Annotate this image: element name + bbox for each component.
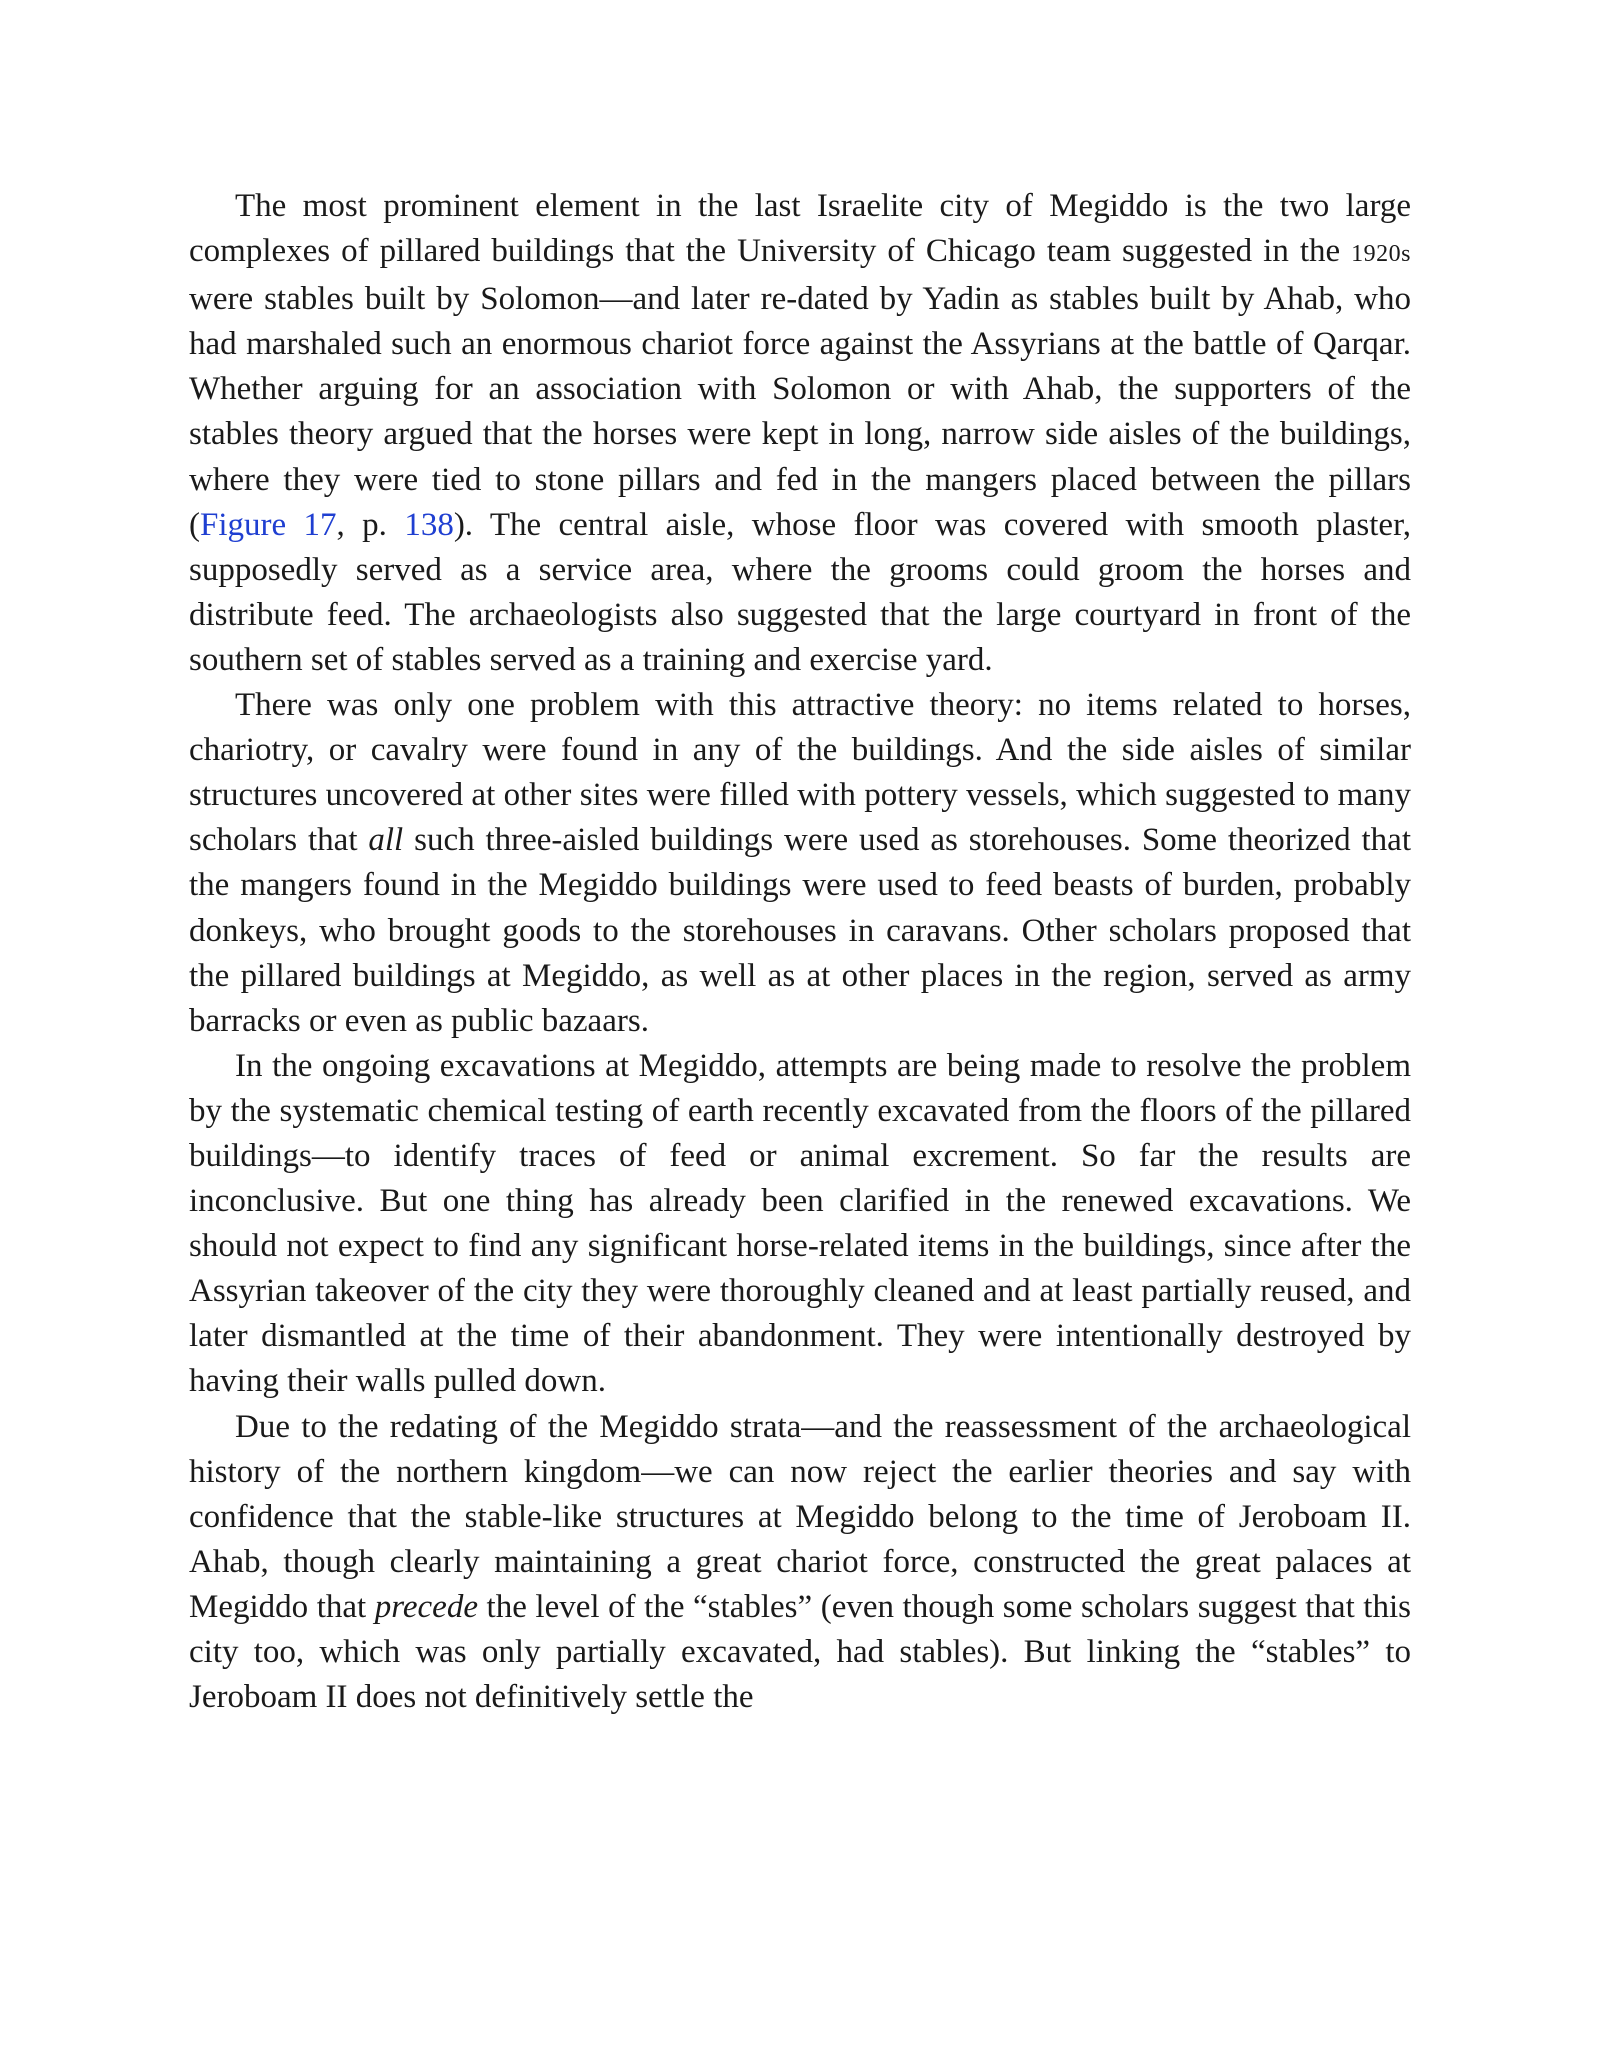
page-138-link[interactable]: 138 bbox=[404, 506, 454, 543]
paragraph-2 bbox=[189, 683, 1411, 1044]
paragraph-1 bbox=[189, 184, 1411, 683]
paragraph-text: Due to the redating of the Megiddo strata—and the reassessment of the archaeological history of the northern kingdom—we can now reject the earlier theories and say with confidence that the stable-like structures at Megiddo belong to the time of Jeroboam II. Ahab, though clearly maintaining a great chariot force, constructed the great palaces at Megiddo that bbox=[189, 1408, 1411, 1625]
paragraph-text: , p. bbox=[336, 506, 405, 543]
paragraph-text: ). The central aisle, whose floor was covered with smooth plaster, supposedly served as a service area, where the grooms could groom the horses and distribute feed. The archaeologists also suggested that the large courtyard in front of the southern set of stables served as a training and exercise yard. bbox=[189, 506, 1411, 678]
figure-17-link[interactable]: Figure 17 bbox=[200, 506, 337, 543]
paragraph-4 bbox=[189, 1405, 1411, 1721]
paragraph-text: There was only one problem with this attractive theory: no items related to horses, chariotry, or cavalry were found in any of the buildings. And the side aisles of similar structures uncovered at other sites were filled with pottery vessels, which suggested to many scholars that bbox=[189, 687, 1411, 859]
paragraph-text: the level of the “stables” (even though some scholars suggest that this city too, which was only partially excavated, had stables). But linking the “stables” to Jeroboam II does not definitively settle the bbox=[189, 1588, 1411, 1716]
paragraph-text: were stables built by Solomon—and later re-dated by Yadin as stables built by Ahab, who had marshaled such an enormous chariot force against the Assyrians at the battle of Qarqar. Whether arguing for an association with Solomon or with Ahab, the supporters of the stables theory argued that the horses were kept in long, narrow side aisles of the buildings, where they were tied to stone pillars and fed in the mangers placed between the pillars ( bbox=[189, 281, 1411, 543]
small-caps-year: 1920s bbox=[1351, 241, 1411, 268]
emphasis-all: all bbox=[368, 822, 404, 859]
paragraph-text: In the ongoing excavations at Megiddo, attempts are being made to resolve the problem by the systematic chemical testing of earth recently excavated from the floors of the pillared buildings—to identify traces of feed or animal excrement. So far the results are inconclusive. But one thing has already been clarified in the renewed excavations. We should not expect to find any significant horse-related items in the buildings, since after the Assyrian takeover of the city they were thoroughly cleaned and at least partially reused, and later dismantled at the time of their abandonment. They were intentionally destroyed by having their walls pulled down. bbox=[189, 1047, 1411, 1400]
paragraph-3 bbox=[189, 1044, 1411, 1405]
paragraph-text: The most prominent element in the last Israelite city of Megiddo is the two large complexes of pillared buildings that the University of Chicago team suggested in the bbox=[189, 188, 1411, 270]
page-body bbox=[189, 184, 1411, 1720]
paragraph-text: such three-aisled buildings were used as storehouses. Some theorized that the mangers found in the Megiddo buildings were used to feed beasts of burden, probably donkeys, who brought goods to the storehouses in caravans. Other scholars proposed that the pillared buildings at Megiddo, as well as at other places in the region, served as army barracks or even as public bazaars. bbox=[189, 822, 1412, 1039]
emphasis-precede: precede bbox=[374, 1588, 478, 1625]
